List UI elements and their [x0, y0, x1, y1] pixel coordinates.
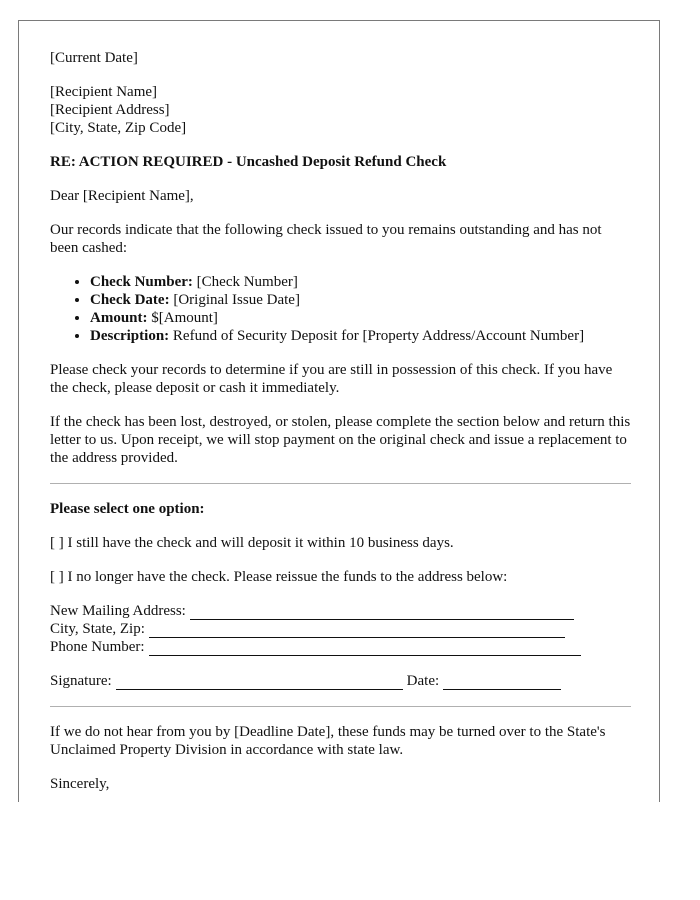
detail-label: Description: — [90, 328, 170, 344]
detail-value: [Original Issue Date] — [169, 292, 300, 308]
lost-check-paragraph: If the check has been lost, destroyed, or stolen, please complete the section below and return this letter to us. Upon receipt, we will stop payment on the original check and issue a replacement to the address provided. — [50, 414, 631, 466]
detail-label: Amount: — [90, 310, 148, 326]
mailing-address-row — [50, 602, 631, 620]
section-divider — [50, 706, 631, 707]
recipient-block — [50, 83, 631, 137]
recipient-name: [Recipient Name] — [50, 84, 158, 100]
detail-value: [Check Number] — [192, 274, 298, 290]
recipient-city-state-zip: [City, State, Zip Code] — [50, 120, 187, 136]
detail-value: $[Amount] — [147, 310, 218, 326]
deadline-paragraph: If we do not hear from you by [Deadline Date], these funds may be turned over to the State's Unclaimed Property Division in accordance with state law. — [50, 724, 606, 758]
check-records-paragraph: Please check your records to determine if you are still in possession of this check. If you have the check, please deposit or cash it immediately. — [50, 362, 613, 396]
section-divider — [50, 483, 631, 484]
city-state-zip-row — [50, 620, 631, 638]
city-state-zip-label: City, State, Zip: — [50, 621, 145, 637]
phone-number-field[interactable] — [149, 641, 581, 656]
signature-row — [50, 672, 631, 690]
option-reissue-funds[interactable]: [ ] I no longer have the check. Please reissue the funds to the address below: — [50, 569, 508, 585]
date-label: Date: — [406, 673, 440, 689]
phone-number-row — [50, 638, 631, 656]
detail-label: Check Date: — [90, 292, 170, 308]
signature-field[interactable] — [116, 675, 403, 690]
subject-line: RE: ACTION REQUIRED - Uncashed Deposit Refund Check — [50, 154, 447, 170]
intro-paragraph: Our records indicate that the following check issued to you remains outstanding and has not been cashed: — [50, 222, 602, 256]
date-field[interactable] — [443, 675, 561, 690]
detail-value: Refund of Security Deposit for [Property Address/Account Number] — [169, 328, 585, 344]
check-details-list — [50, 273, 631, 345]
option-heading: Please select one option: — [50, 501, 205, 517]
signature-label: Signature: — [50, 673, 112, 689]
list-item — [90, 273, 631, 291]
detail-label: Check Number: — [90, 274, 193, 290]
letter-date: [Current Date] — [50, 50, 138, 66]
reissue-form — [50, 602, 631, 656]
list-item — [90, 309, 631, 327]
list-item — [90, 291, 631, 309]
mailing-address-label: New Mailing Address: — [50, 603, 186, 619]
sign-off: Sincerely, — [50, 776, 110, 792]
phone-number-label: Phone Number: — [50, 639, 145, 655]
option-still-have-check[interactable]: [ ] I still have the check and will deposit it within 10 business days. — [50, 535, 454, 551]
city-state-zip-field[interactable] — [149, 623, 565, 638]
salutation: Dear [Recipient Name], — [50, 188, 194, 204]
list-item — [90, 327, 631, 345]
recipient-address: [Recipient Address] — [50, 102, 170, 118]
letter-page — [18, 20, 660, 802]
mailing-address-field[interactable] — [190, 605, 574, 620]
